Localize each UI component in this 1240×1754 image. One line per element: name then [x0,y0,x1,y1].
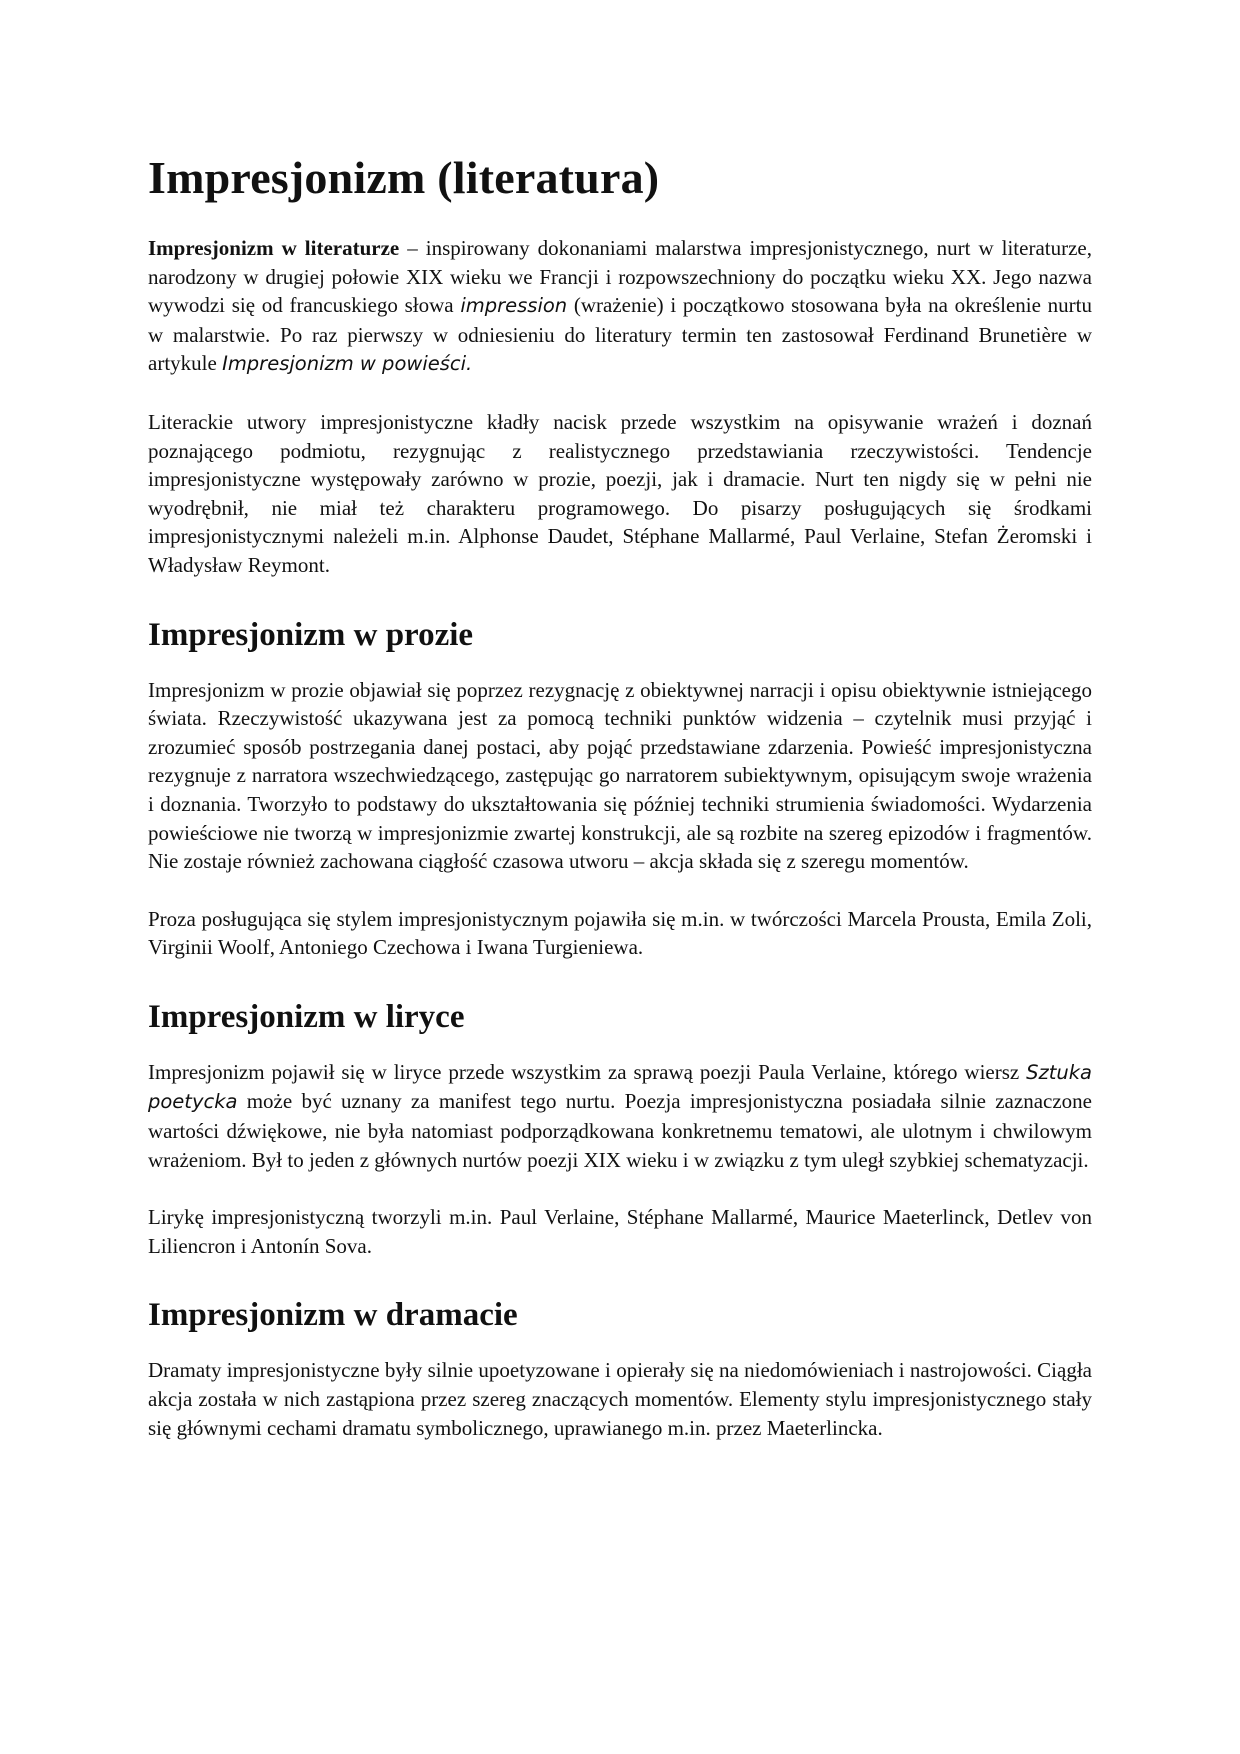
intro-italic-impression: impression [460,294,568,318]
lyric-text-2: może być uznany za manifest tego nurtu. Poezja impresjonistyczna posiadała silnie zaznaczone wartości dźwiękowe, nie była natomiast podporządkowana konkretnemu tematowi, ale ulotnym i chwilowym wrażeniom. Był to jeden z głównych nurtów poezji XIX wieku i w związku z tym uległ szybkiej schematyzacji. [148,1089,1092,1172]
intro-bold-lead: Impresjonizm w literaturze [148,236,400,260]
section-heading-lyric: Impresjonizm w liryce [148,998,465,1035]
lyric-text-1: Impresjonizm pojawił się w liryce przede wszystkim za sprawą poezji Paula Verlaine, którego wiersz [148,1059,1027,1084]
lyric-paragraph-1 [148,1058,1092,1174]
document-page [148,150,1092,1442]
lyric-italic-poem-title: Sztuka poetycka [148,1060,1092,1114]
prose-paragraph-2: Proza posługująca się stylem impresjonistycznym pojawiła się m.in. w twórczości Marcela Prousta, Emila Zoli, Virginii Woolf, Antoniego Czechowa i Iwana Turgieniewa. [148,906,1092,960]
drama-paragraph-1: Dramaty impresjonistyczne były silnie upoetyzowane i opierały się na niedomówieniach i nastrojowości. Ciągła akcja została w nich zastąpiona przez szereg znaczących momentów. Elementy stylu impresjonistycznego stały się głównymi cechami dramatu symbolicznego, uprawianego m.in. przez Maeterlincka. [148,1358,1092,1440]
intro-text-1: – inspirowany dokonaniami malarstwa impresjonistycznego, nurt w literaturze, narodzony w drugiej połowie XIX wieku we Francji i rozpowszechniony do początku wieku XX. Jego nazwa wywodzi się od francuskiego słowa [148,236,1092,318]
intro-text-2: (wrażenie) i początkowo stosowana była na określenie nurtu w malarstwie. Po raz pierwszy w odniesieniu do literatury termin ten zastosował Ferdinand Brunetière w artykule [148,293,1093,376]
intro-paragraph-2: Literackie utwory impresjonistyczne kładły nacisk przede wszystkim na opisywanie wrażeń i doznań poznającego podmiotu, rezygnując z realistycznego przedstawiania rzeczywistości. Tendencje impresjonistyczne występowały zarówno w prozie, poezji, jak i dramacie. Nurt ten nigdy się w pełni nie wyodrębnił, nie miał też charakteru programowego. Do pisarzy posługujących się środkami impresjonistycznymi należeli m.in. Alphonse Daudet, Stéphane Mallarmé, Paul Verlaine, Stefan Żeromski i Władysław Reymont. [148,409,1092,577]
page-title: Impresjonizm (literatura) [148,152,660,203]
lyric-paragraph-2: Lirykę impresjonistyczną tworzyli m.in. Paul Verlaine, Stéphane Mallarmé, Maurice Maeterlinck, Detlev von Liliencron i Antonín Sova. [148,1205,1092,1258]
section-heading-prose: Impresjonizm w prozie [148,616,474,653]
intro-paragraph [148,234,1092,379]
prose-paragraph-1: Impresjonizm w prozie objawiał się poprzez rezygnację z obiektywnej narracji i opisu obiektywnie istniejącego świata. Rzeczywistość ukazywana jest za pomocą techniki punktów widzenia – czytelnik musi przyjąć i zrozumieć sposób postrzegania danej postaci, aby pojąć przedstawiane zdarzenia. Powieść impresjonistyczna rezygnuje z narratora wszechwiedzącego, zastępując go narratorem subiektywnym, opisującym swoje wrażenia i doznania. Tworzyło to podstawy do ukształtowania się później techniki strumienia świadomości. Wydarzenia powieściowe nie tworzą w impresjonizmie zwartej konstrukcji, ale są rozbite na szereg epizodów i fragmentów. Nie zostaje również zachowana ciągłość czasowa utworu – akcja składa się z szeregu momentów. [148,677,1092,874]
section-heading-drama: Impresjonizm w dramacie [148,1297,518,1334]
intro-italic-article-title: Impresjonizm w powieści. [222,352,473,376]
